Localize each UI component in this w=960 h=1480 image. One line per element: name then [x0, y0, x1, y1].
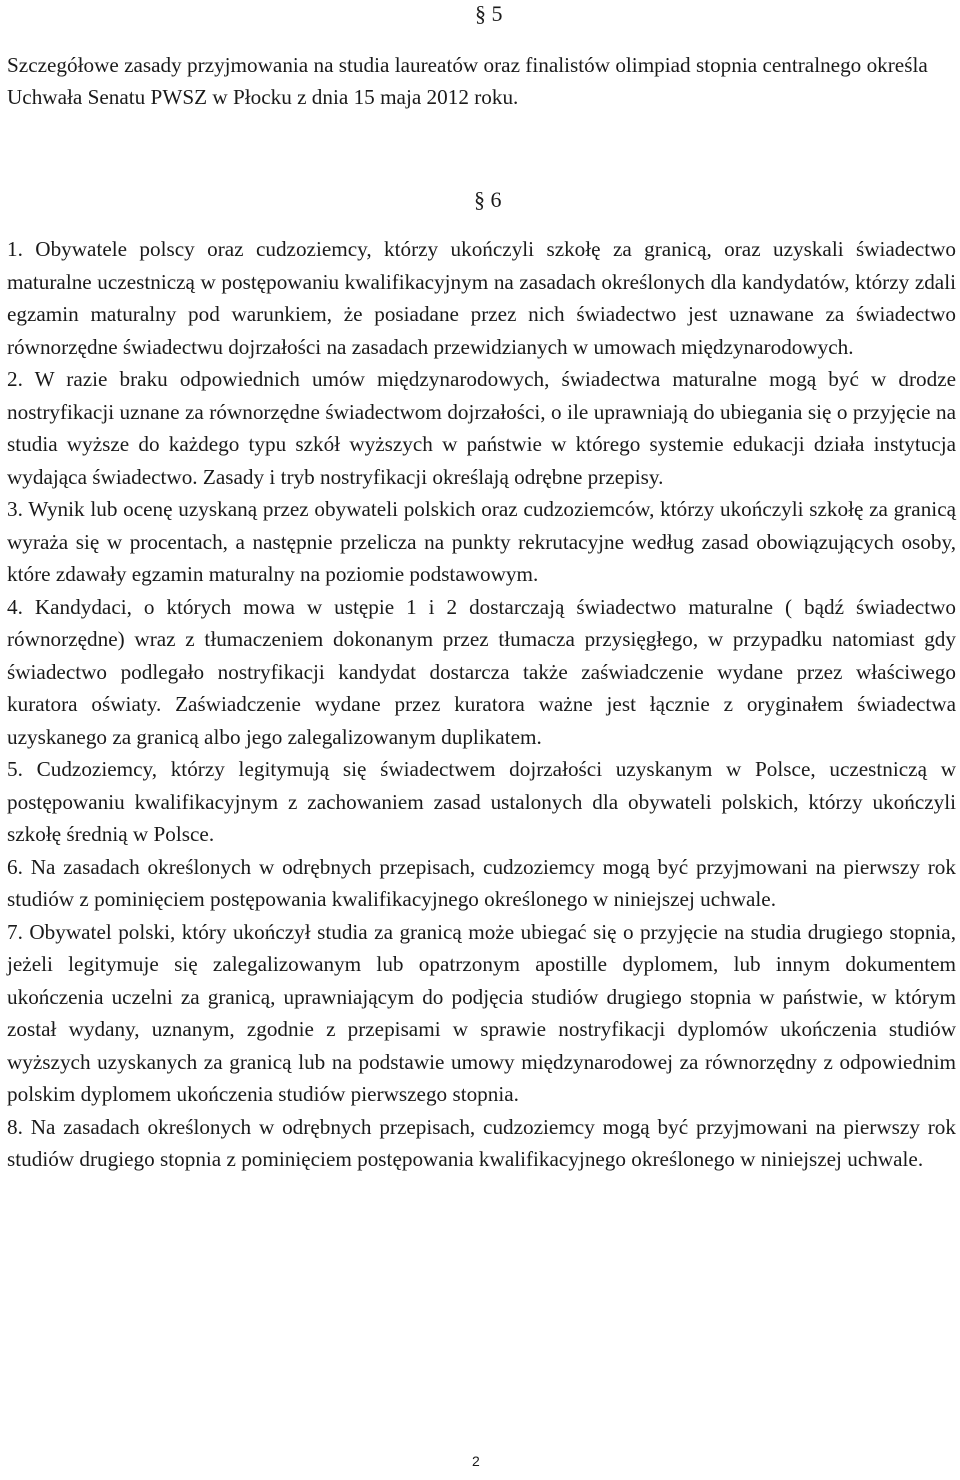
section-6-item-8: 8. Na zasadach określonych w odrębnych przepisach, cudzoziemcy mogą być przyjmowani na pierwszy rok studiów drugiego stopnia z pominięciem postępowania kwalifikacyjnego określonego w niniejszej uchwale. [7, 1114, 956, 1171]
section-6-items [7, 233, 956, 1176]
section-6-item-7: 7. Obywatel polski, który ukończył studia za granicą może ubiegać się o przyjęcie na studia drugiego stopnia, jeżeli legitymuje się zalegalizowanym lub opatrzonym apostille dyplomem, lub innym dokumentem ukończenia uczelni za granicą, uprawniającym do podjęcia studiów drugiego stopnia w państwie, w którym został wydany, uznanym, zgodnie z przepisami w sprawie nostryfikacji dyplomów ukończenia studiów wyższych uzyskanych za granicą lub na podstawie umowy międzynarodowej za równorzędny z odpowiednim polskim dyplomem ukończenia studiów pierwszego stopnia. [7, 919, 956, 1106]
section-6-item-6: 6. Na zasadach określonych w odrębnych przepisach, cudzoziemcy mogą być przyjmowani na pierwszy rok studiów z pominięciem postępowania kwalifikacyjnego określonego w niniejszej uchwale. [7, 854, 956, 911]
section-5-heading: § 5 [475, 1, 503, 26]
section-6-item-5: 5. Cudzoziemcy, którzy legitymują się świadectwem dojrzałości uzyskanym w Polsce, uczestniczą w postępowaniu kwalifikacyjnym z zachowaniem zasad ustalonych dla obywateli polskich, którzy ukończyli szkołę średnią w Polsce. [7, 757, 956, 846]
section-6-item-3: 3. Wynik lub ocenę uzyskaną przez obywateli polskich oraz cudzoziemców, którzy ukończyli szkołę za granicą wyraża się w procentach, a następnie przelicza na punkty rekrutacyjne według zasad obowiązujących osoby, które zdawały egzamin maturalny na poziomie podstawowym. [7, 497, 956, 586]
section-6-item-1: 1. Obywatele polscy oraz cudzoziemcy, którzy ukończyli szkołę za granicą, oraz uzyskali świadectwo maturalne uczestniczą w postępowaniu kwalifikacyjnym na zasadach określonych dla kandydatów, którzy zdali egzamin maturalny pod warunkiem, że posiadane przez nich świadectwo jest uznawane za świadectwo równorzędne świadectwu dojrzałości na zasadach przewidzianych w umowach międzynarodowych. [7, 237, 956, 359]
section-6-item-2: 2. W razie braku odpowiednich umów międzynarodowych, świadectwa maturalne mogą być w drodze nostryfikacji uznane za równorzędne świadectwom dojrzałości, o ile uprawniają do ubiegania się o przyjęcie na studia wyższe do każdego typu szkół wyższych w państwie w którego systemie edukacji działa instytucja wydająca świadectwo. Zasady i tryb nostryfikacji określają odrębne przepisy. [7, 367, 956, 489]
section-6-item-4: 4. Kandydaci, o których mowa w ustępie 1 i 2 dostarczają świadectwo maturalne ( bądź świadectwo równorzędne) wraz z tłumaczeniem dokonanym przez tłumacza przysięgłego, w przypadku natomiast gdy świadectwo podlegało nostryfikacji kandydat dostarcza także zaświadczenie wydane przez właściwego kuratora oświaty. Zaświadczenie wydane przez kuratora ważne jest łącznie z oryginałem świadectwa uzyskanego za granicą albo jego zalegalizowanym duplikatem. [7, 594, 956, 749]
section-6-heading: § 6 [474, 187, 502, 212]
section-5-paragraph: Szczegółowe zasady przyjmowania na studia laureatów oraz finalistów olimpiad stopnia centralnego określa Uchwała Senatu PWSZ w Płocku z dnia 15 maja 2012 roku. [7, 53, 928, 109]
page-number: 2 [472, 1453, 480, 1469]
